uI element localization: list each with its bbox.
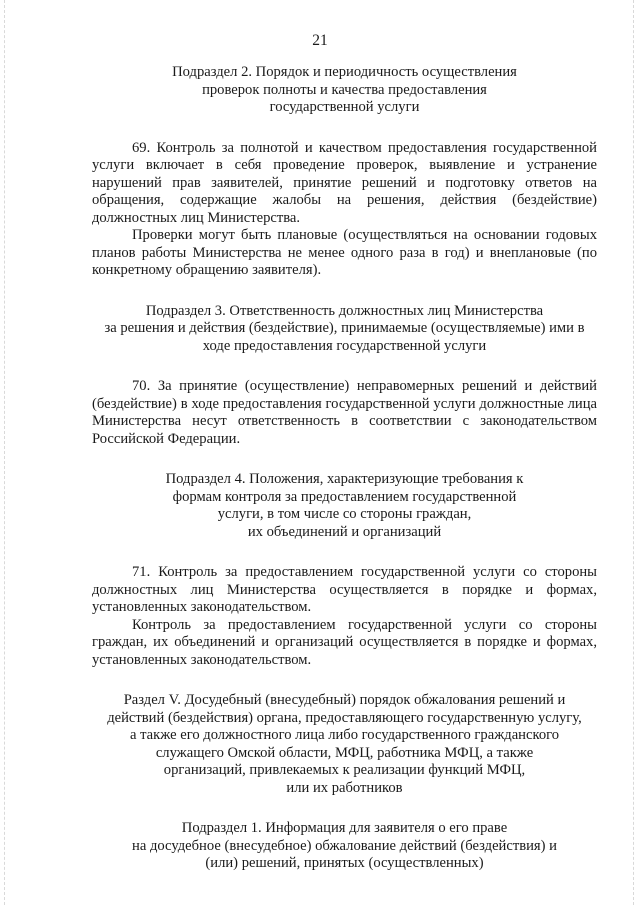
subsection-3-heading xyxy=(92,303,597,356)
document-body xyxy=(92,64,597,873)
paragraph-70: 70. За принятие (осуществление) неправомерных решений и действий (бездействие) в ходе предоставления государственной услуги должностные лица Министерства несут ответственность в соответствии с законодательством Российской Федерации. xyxy=(92,378,597,447)
heading-line: Подраздел 3. Ответственность должностных лиц Министерства xyxy=(145,302,544,319)
paragraph-69: 69. Контроль за полнотой и качеством предоставления государственной услуги включает в себя проведение проверок, выявление и устранение нарушений прав заявителей, принятие решений и подготовку ответов на обращения, содержащие жалобы на решения, действия (бездействие) должностных лиц Министерства. xyxy=(92,139,597,226)
heading-line: или их работников xyxy=(286,779,403,796)
heading-line: на досудебное (внесудебное) обжалование действий (бездействия) и xyxy=(132,837,557,854)
heading-line: их объединений и организаций xyxy=(247,523,442,540)
heading-line: проверок полноты и качества предоставления xyxy=(202,81,487,98)
heading-line: действий (бездействия) органа, предоставляющего государственную услугу, xyxy=(107,709,582,726)
section-5-heading xyxy=(92,692,597,797)
subsection-4-heading xyxy=(92,471,597,541)
paragraph-69-continued: Проверки могут быть плановые (осуществляться на основании годовых планов работы Министерства не менее одного раза в год) и внеплановые (по конкретному обращению заявителя). xyxy=(92,227,597,278)
heading-line: служащего Омской области, МФЦ, работника МФЦ, а также xyxy=(155,744,534,761)
subsection-1-heading xyxy=(92,820,597,873)
heading-line: формам контроля за предоставлением государственной xyxy=(172,488,517,505)
heading-line: Раздел V. Досудебный (внесудебный) порядок обжалования решений и xyxy=(123,692,566,708)
heading-line: Подраздел 4. Положения, характеризующие требования к xyxy=(165,471,524,487)
subsection-2-heading xyxy=(92,64,597,117)
heading-line: организаций, привлекаемых к реализации функций МФЦ, xyxy=(163,762,526,778)
scan-edge-left xyxy=(4,0,6,905)
heading-line: государственной услуги xyxy=(269,99,420,115)
heading-line: ходе предоставления государственной услуги xyxy=(202,337,487,354)
scan-edge-right xyxy=(633,0,635,905)
heading-line: Подраздел 1. Информация для заявителя о его праве xyxy=(181,820,508,836)
paragraph-71: 71. Контроль за предоставлением государственной услуги со стороны должностных лиц Министерства осуществляется в порядке и формах, установленных законодательством. xyxy=(92,564,597,615)
heading-line: а также его должностного лица либо государственного гражданского xyxy=(129,727,560,743)
heading-line: Подраздел 2. Порядок и периодичность осуществления xyxy=(172,64,517,80)
heading-line: услуги, в том числе со стороны граждан, xyxy=(217,506,472,522)
paragraph-71-continued: Контроль за предоставлением государственной услуги со стороны граждан, их объединений и организаций осуществляется в порядке и формах, установленных законодательством. xyxy=(92,616,597,668)
heading-line: за решения и действия (бездействие), принимаемые (осуществляемые) ими в xyxy=(104,320,585,336)
heading-line: (или) решений, принятых (осуществленных) xyxy=(205,855,484,871)
page-number: 21 xyxy=(312,32,328,49)
